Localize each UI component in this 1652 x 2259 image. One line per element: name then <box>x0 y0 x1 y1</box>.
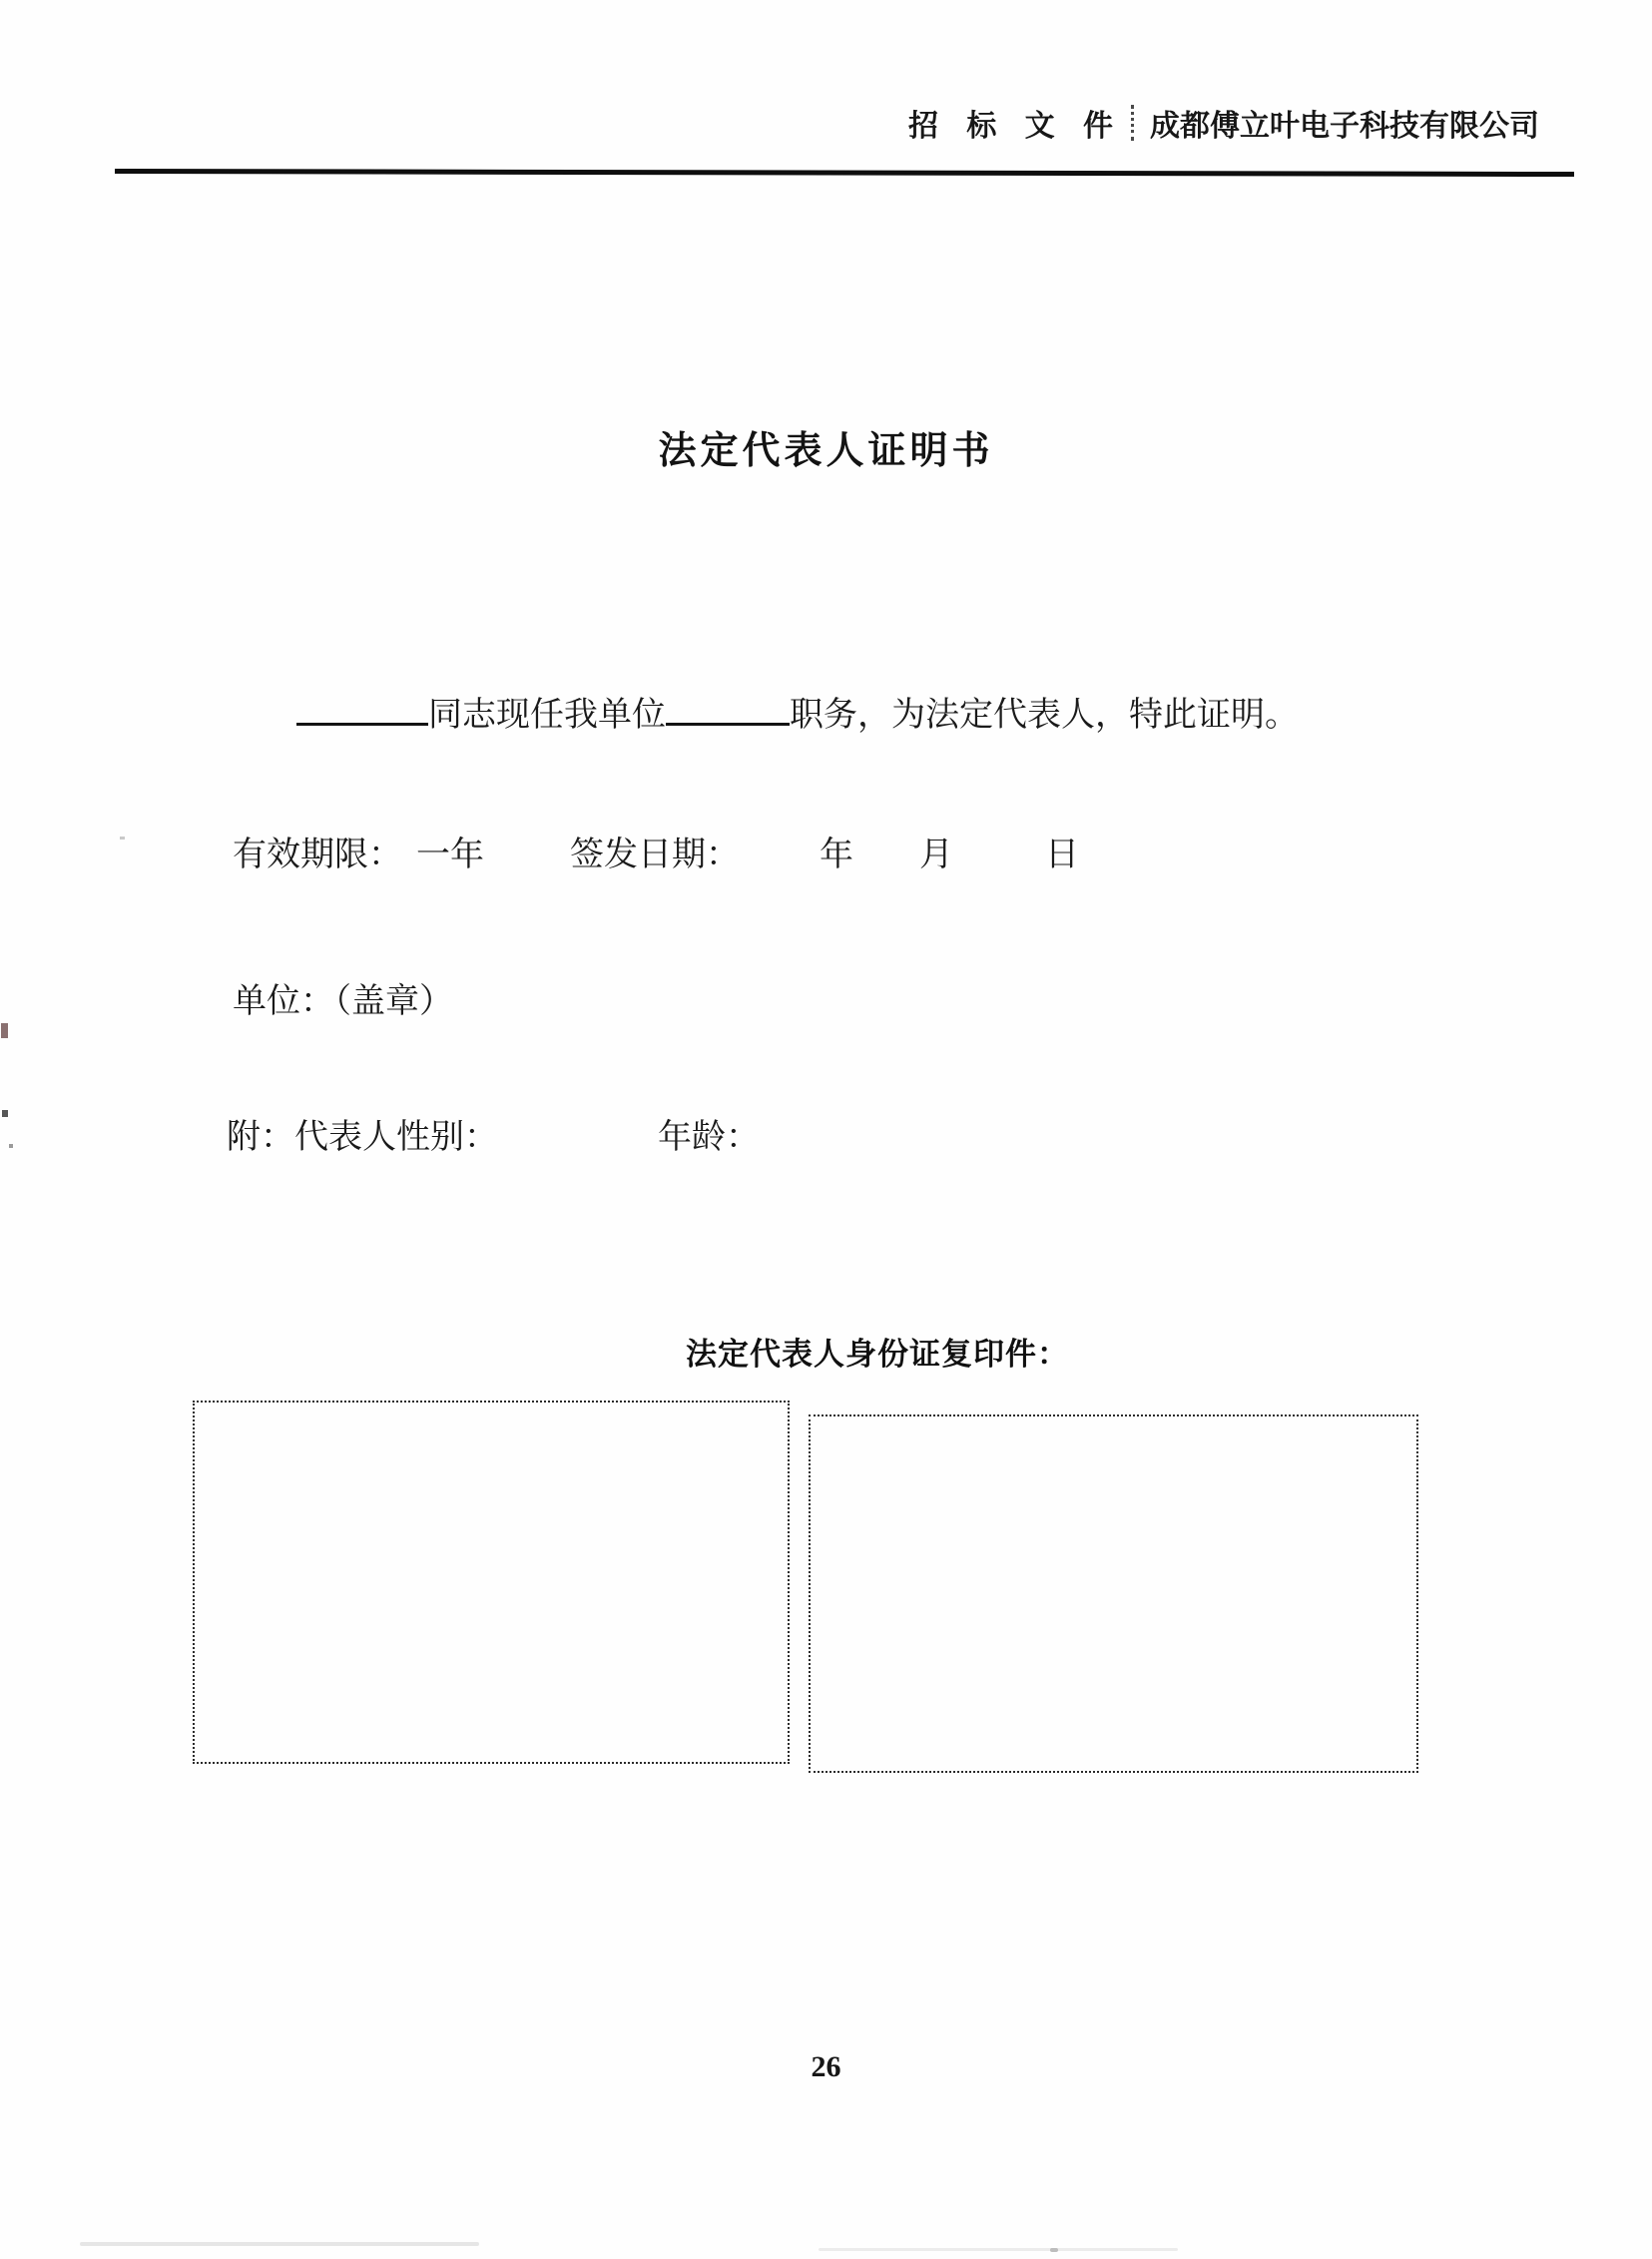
scan-speck <box>1 1023 8 1038</box>
header-company-name: 成都傅立叶电子科技有限公司 <box>1150 110 1539 143</box>
validity-line <box>233 827 1079 875</box>
page-number: 26 <box>811 2050 841 2083</box>
statement-text-1: 同志现任我单位 <box>428 697 666 734</box>
representative-age-label: 年龄： <box>658 1119 760 1156</box>
id-copy-box-left <box>193 1401 790 1764</box>
position-blank-field <box>666 689 790 726</box>
statement-text-2: 职务，为法定代表人，特此证明。 <box>790 697 1299 734</box>
header-doc-type-label: 招 标 文 件 <box>907 110 1123 143</box>
unit-seal-line: 单位：（盖章） <box>233 983 453 1020</box>
issue-date-label: 签发日期： <box>570 837 740 873</box>
validity-period-value: 一年 <box>416 837 484 873</box>
id-copy-heading: 法定代表人身份证复印件： <box>686 1337 1069 1372</box>
day-label: 日 <box>1045 837 1079 873</box>
validity-period-label: 有效期限： <box>233 837 402 873</box>
name-blank-field <box>296 689 428 726</box>
scan-speck <box>120 837 125 840</box>
representative-gender-label: 附：代表人性别： <box>227 1119 498 1156</box>
month-label: 月 <box>919 837 953 873</box>
scan-speck <box>9 1144 13 1148</box>
scan-smudge <box>80 2242 479 2246</box>
id-copy-box-right <box>809 1414 1418 1773</box>
header-divider-rule <box>115 169 1574 177</box>
year-label: 年 <box>820 837 853 873</box>
page-header <box>908 101 1539 145</box>
scan-speck <box>2 1110 8 1117</box>
document-title: 法定代表人证明书 <box>658 430 994 472</box>
statement-paragraph <box>296 687 1299 736</box>
scan-smudge <box>819 2248 1178 2251</box>
attachment-line <box>227 1109 760 1158</box>
header-separator-line <box>1131 105 1134 141</box>
scan-smudge <box>1050 2248 1058 2252</box>
